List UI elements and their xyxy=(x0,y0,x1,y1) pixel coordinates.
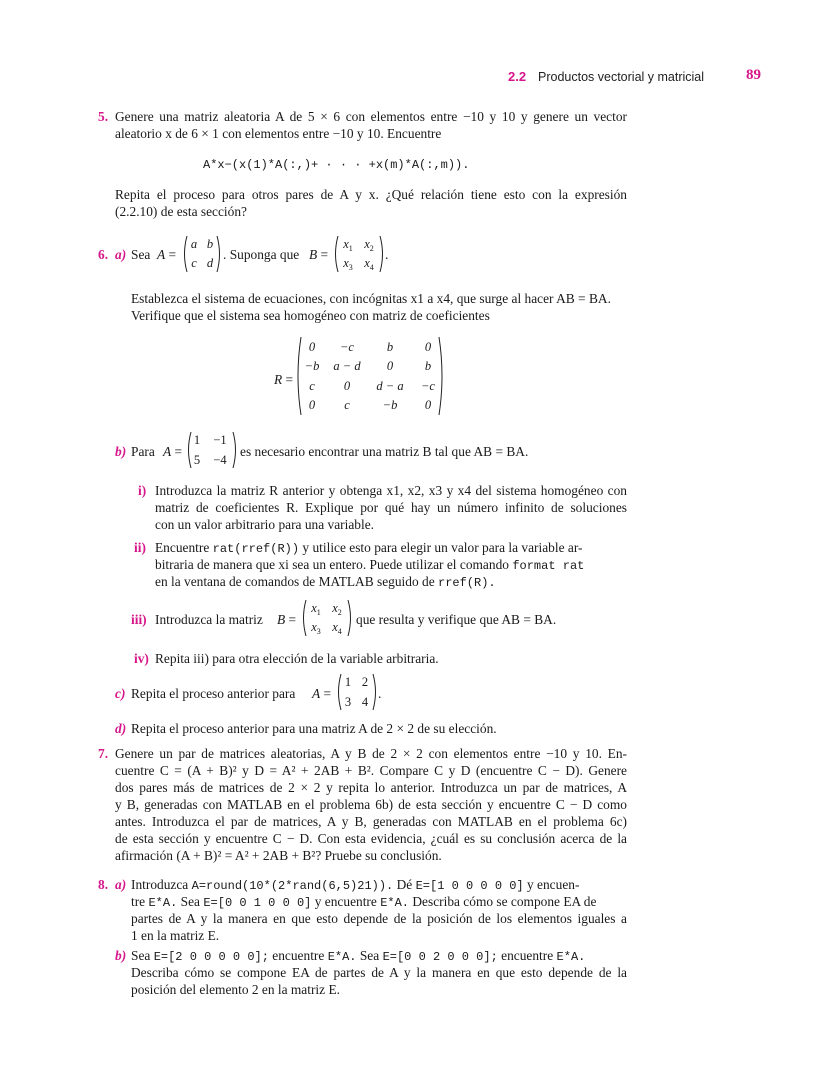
matrix-R-cell: −b xyxy=(304,359,320,373)
problem-7-line: dos pares más de matrices de 2 × 2 y repita lo anterior. Introduzca un par de matrices, A xyxy=(115,780,627,795)
item-iii-text2: que resulta y verifique que AB = BA. xyxy=(356,612,557,627)
problem-5-line1: Genere una matriz aleatoria A de 5 × 6 con elementos entre −10 y 10 y genere un vector xyxy=(115,109,627,124)
matrix-Ac-cell: 2 xyxy=(361,675,369,689)
section-number: 2.2 xyxy=(508,69,527,84)
matrix-Ac-label: A = xyxy=(312,686,332,701)
problem-5-line3: Repita el proceso para otros pares de A y x. ¿Qué relación tiene esto con la expresión xyxy=(115,187,627,202)
matrix-B2-cell: $x_4$ xyxy=(332,620,342,636)
problem-6a-label: a) xyxy=(115,247,127,262)
code-ea: E*A. xyxy=(327,950,357,964)
code-rref: rref(R). xyxy=(438,576,496,590)
matrix-R-cell: −c xyxy=(340,340,354,354)
problem-6b-label: b) xyxy=(115,444,127,459)
code-ea: E*A. xyxy=(380,896,410,910)
problem-7-line: afirmación (A + B)² = A² + 2AB + B²? Pruebe su conclusión. xyxy=(115,848,442,863)
problem-8-number: 8. xyxy=(98,877,109,892)
text: Sea xyxy=(180,894,200,909)
matrix-B2 xyxy=(301,598,353,638)
matrix-A-cell: a xyxy=(190,237,198,251)
matrix-B2-cell: $x_3$ xyxy=(311,620,321,636)
problem-8b-label: b) xyxy=(115,948,127,963)
matrix-R-label: R = xyxy=(274,372,294,387)
text: encuentre xyxy=(272,948,325,963)
item-ii-text: bitraria de manera que xi sea un entero. Puede utilizar el comando xyxy=(155,557,509,572)
text: tre xyxy=(131,894,146,909)
matrix-R-cell: 0 xyxy=(308,340,316,354)
matrix-R-cell: c xyxy=(309,379,315,393)
matrix-B2-cell: $x_2$ xyxy=(332,601,342,617)
matrix-R-cell: 0 xyxy=(424,398,432,412)
item-iv-text: Repita iii) para otra elección de la variable arbitraria. xyxy=(155,651,439,666)
item-ii-text: Encuentre xyxy=(155,540,210,555)
matrix-A-cell: d xyxy=(206,256,214,270)
item-i-line3: con un valor arbitrario para una variable. xyxy=(155,517,374,532)
matrix-R-cell: 0 xyxy=(386,359,394,373)
matrix-B-label: B = xyxy=(309,247,329,262)
matrix-R-cell: 0 xyxy=(343,379,351,393)
problem-6c-text: Repita el proceso anterior para xyxy=(131,686,296,701)
matrix-Ab-cell: −4 xyxy=(213,453,227,467)
code-format-rat: format rat xyxy=(512,559,585,573)
problem-7-line: antes. Introduzca el par de matrices, A y B, generadas con MATLAB en el problema 6c) xyxy=(115,814,627,829)
item-ii-text: y utilice esto para elegir un valor para la variable ar- xyxy=(302,540,583,555)
matrix-Ab-cell: −1 xyxy=(213,433,227,447)
code-ea: E*A. xyxy=(556,950,586,964)
matrix-B-cell: $x_1$ xyxy=(343,237,353,253)
problem-6b-para: Para xyxy=(131,444,155,459)
problem-5-code: A*x−(x(1)*A(:,)+ · · · +x(m)*A(:,m)). xyxy=(203,158,470,172)
text: Sea xyxy=(131,948,151,963)
matrix-R-cell: a − d xyxy=(333,359,361,373)
matrix-A xyxy=(182,234,222,274)
problem-6a-line2: Verifique que el sistema sea homogéneo con matriz de coeficientes xyxy=(131,308,490,323)
text: Describa cómo se compone EA de xyxy=(412,894,597,909)
problem-7-number: 7. xyxy=(98,746,109,761)
matrix-B-cell: $x_4$ xyxy=(364,256,374,272)
item-i-line1: Introduzca la matriz R anterior y obtenga x1, x2, x3 y x4 del sistema homogéneo con xyxy=(155,483,627,498)
matrix-R-cell: 0 xyxy=(424,340,432,354)
matrix-B-cell: $x_3$ xyxy=(343,256,353,272)
problem-5-line4: (2.2.10) de esta sección? xyxy=(115,204,247,219)
matrix-R-cell: −b xyxy=(382,398,398,412)
text: y encuentre xyxy=(314,894,377,909)
matrix-B2-cell: $x_1$ xyxy=(311,601,321,617)
problem-6b-text: es necesario encontrar una matriz B tal que AB = BA. xyxy=(240,444,529,459)
item-iii-label: iii) xyxy=(131,612,147,627)
matrix-Ab-label: A = xyxy=(163,444,183,459)
code-e2: E=[0 0 1 0 0 0] xyxy=(203,896,312,910)
problem-6d-text: Repita el proceso anterior para una matriz A de 2 × 2 de su elección. xyxy=(131,721,497,736)
problem-8b-line3: posición del elemento 2 en la matriz E. xyxy=(131,982,340,997)
text: y encuen- xyxy=(527,877,580,892)
matrix-R-cell: c xyxy=(344,398,350,412)
matrix-Ab-cell: 1 xyxy=(193,433,201,447)
page-number: 89 xyxy=(746,67,761,83)
code-e3: E=[2 0 0 0 0 0]; xyxy=(153,950,269,964)
problem-6a-line1: Establezca el sistema de ecuaciones, con incógnitas x1 a x4, que surge al hacer AB = BA. xyxy=(131,291,611,306)
matrix-R-cell: 0 xyxy=(308,398,316,412)
item-ii-line3 xyxy=(155,573,496,593)
text: Introduzca xyxy=(131,877,189,892)
code-a-round: A=round(10*(2*rand(6,5)21)). xyxy=(191,879,394,893)
item-ii-label: ii) xyxy=(134,540,146,555)
problem-8b-line2: Describa cómo se compone EA de partes de A y la manera en que esto depende de la xyxy=(131,965,627,980)
matrix-B-cell: $x_2$ xyxy=(364,237,374,253)
problem-7-line: Genere un par de matrices aleatorias, A y B de 2 × 2 con elementos entre −10 y 10. En- xyxy=(115,746,627,761)
period: . xyxy=(378,686,382,701)
item-i-line2: matriz de coeficientes R. Explique por qué hay un número infinito de soluciones xyxy=(155,500,627,515)
matrix-R-cell: b xyxy=(424,359,432,373)
text: encuentre xyxy=(501,948,554,963)
text: Dé xyxy=(396,877,413,892)
matrix-Ac xyxy=(336,672,378,712)
matrix-A-cell: c xyxy=(191,256,197,270)
matrix-B xyxy=(333,234,385,274)
code-e1: E=[1 0 0 0 0 0] xyxy=(415,879,524,893)
matrix-R-cell: −c xyxy=(421,379,435,393)
item-i-label: i) xyxy=(138,483,147,498)
code-ea: E*A. xyxy=(148,896,178,910)
problem-5-line2: aleatorio x de 6 × 1 con elementos entre −10 y 10. Encuentre xyxy=(115,126,442,141)
item-iii-text1: Introduzca la matriz xyxy=(155,612,263,627)
problem-8a-label: a) xyxy=(115,877,127,892)
matrix-Ab xyxy=(186,430,238,470)
code-rat-rref: rat(rref(R)) xyxy=(212,542,300,556)
problem-6a-sea: Sea xyxy=(131,247,151,262)
item-iv-label: iv) xyxy=(134,651,149,666)
problem-6d-label: d) xyxy=(115,721,127,736)
item-ii-text: en la ventana de comandos de MATLAB seguido de xyxy=(155,574,435,589)
problem-6c-label: c) xyxy=(115,686,126,701)
problem-6a-suponga: . Suponga que xyxy=(223,247,300,262)
text: Sea xyxy=(359,948,380,963)
problem-7-line: de esta sección y encuentre C − D. Con esta evidencia, ¿cuál es su conclusión acerca de la xyxy=(115,831,627,846)
problem-7-line: cuentre C = (A + B)² y D = A² + 2AB + B². Compare C y D (encuentre C − D). Genere xyxy=(115,763,627,778)
period: . xyxy=(385,247,389,262)
problem-8a-line4: 1 en la matriz E. xyxy=(131,928,220,943)
section-title: Productos vectorial y matricial xyxy=(538,70,705,84)
problem-6-number: 6. xyxy=(98,247,109,262)
problem-7-line: y B, generadas con MATLAB en el problema 6b) de esta sección y encuentre C − D como xyxy=(115,797,627,812)
matrix-Ac-cell: 1 xyxy=(344,675,352,689)
matrix-Ac-cell: 3 xyxy=(344,695,352,709)
matrix-R-cell: d − a xyxy=(376,379,404,393)
problem-8a-line3: partes de A y la manera en que esto depende de la posición de los elementos iguales a xyxy=(131,911,627,926)
matrix-B2-label: B = xyxy=(277,612,297,627)
problem-5-number: 5. xyxy=(98,109,109,124)
matrix-Ac-cell: 4 xyxy=(361,695,369,709)
matrix-A-label: A = xyxy=(157,247,177,262)
matrix-Ab-cell: 5 xyxy=(193,453,201,467)
code-e4: E=[0 0 2 0 0 0]; xyxy=(382,950,498,964)
matrix-R-cell: b xyxy=(386,340,394,354)
matrix-A-cell: b xyxy=(206,237,214,251)
